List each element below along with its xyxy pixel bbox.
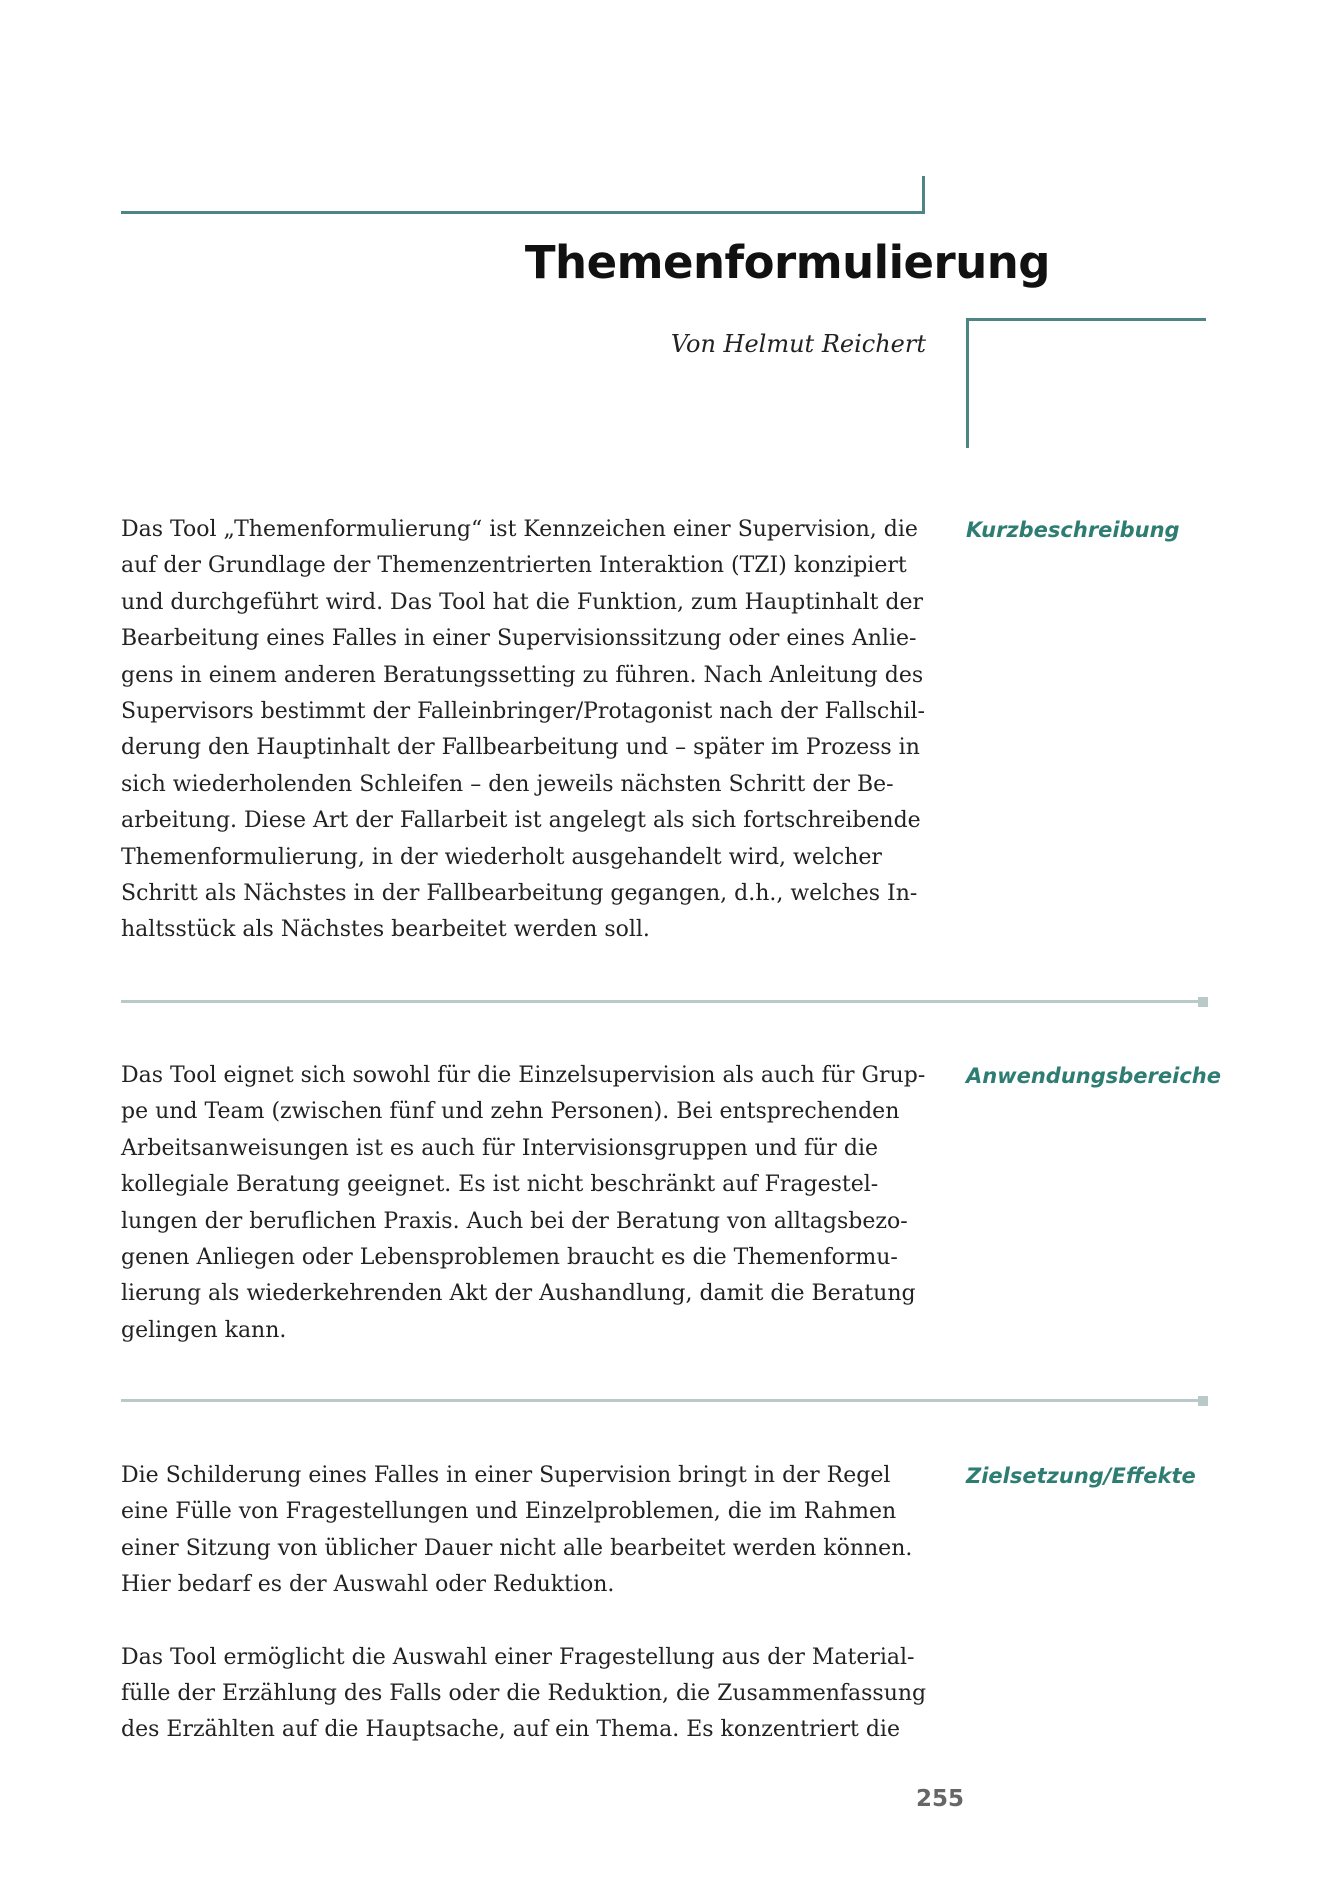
paragraph: Das Tool ermöglicht die Auswahl einer Fragestellung aus der Material- fülle der Erzählung des Falls oder die Reduktion, die Zusammenfassung des Erzählten auf die Hauptsache, auf ein Thema. Es konzentriert die (121, 1644, 927, 1743)
corner-rule-vertical (966, 318, 969, 448)
header-rule (121, 211, 923, 214)
divider-endcap (1198, 997, 1208, 1007)
section-divider (121, 1399, 1204, 1402)
section-divider (121, 1000, 1204, 1003)
corner-rule-horizontal (966, 318, 1206, 321)
section-label-kurzbeschreibung: Kurzbeschreibung (966, 518, 1180, 542)
section-zielsetzung-effekte (121, 1458, 931, 1749)
author-line: Von Helmut Reichert (670, 330, 926, 358)
paragraph: Das Tool eignet sich sowohl für die Einzelsupervision als auch für Grup- pe und Team (zwischen fünf und zehn Personen). Bei entsprechenden Arbeitsanweisungen ist es auch für Intervisionsgruppen und für die kollegiale Beratung geeignet. Es ist nicht beschränkt auf Fragestel- lungen der beruflichen Praxis. Auch bei der Beratung von alltagsbezo- genen Anliegen oder Lebensproblemen braucht es die Themenformu- lierung als wiederkehrenden Akt der Aushandlung, damit die Beratung gelingen kann. (121, 1063, 926, 1343)
section-kurzbeschreibung (121, 512, 931, 949)
page-number: 255 (915, 1786, 964, 1812)
paragraph: Das Tool „Themenformulierung“ ist Kennzeichen einer Supervision, die auf der Grundlage der Themenzentrierten Interaktion (TZI) konzipiert und durchgeführt wird. Das Tool hat die Funktion, zum Hauptinhalt der Bearbeitung eines Falles in einer Supervisionssitzung oder eines Anlie- gens in einem anderen Beratungssetting zu führen. Nach Anleitung des Supervisors bestimmt der Falleinbringer/Protagonist nach der Fallschil- derung den Hauptinhalt der Fallbearbeitung und – später im Prozess in sich wiederholenden Schleifen – den jeweils nächsten Schritt der Be- arbeitung. Diese Art der Fallarbeit ist angelegt als sich fortschreibende Themenformulierung, in der wiederholt ausgehandelt wird, welcher Schritt als Nächstes in der Fallbearbeitung gegangen, d.h., welches In- haltsstück als Nächstes bearbeitet werden soll. (121, 517, 925, 943)
section-anwendungsbereiche (121, 1058, 931, 1349)
section-label-zielsetzung-effekte: Zielsetzung/Effekte (966, 1464, 1196, 1488)
section-label-anwendungsbereiche: Anwendungsbereiche (966, 1064, 1221, 1088)
divider-endcap (1198, 1396, 1208, 1406)
page-title: Themenformulierung (524, 236, 1050, 289)
paragraph: Die Schilderung eines Falles in einer Supervision bringt in der Regel eine Fülle von Fragestellungen und Einzelproblemen, die im Rahmen einer Sitzung von üblicher Dauer nicht alle bearbeitet werden können. Hier bedarf es der Auswahl oder Reduktion. (121, 1463, 913, 1598)
header-rule-tick (922, 176, 925, 214)
